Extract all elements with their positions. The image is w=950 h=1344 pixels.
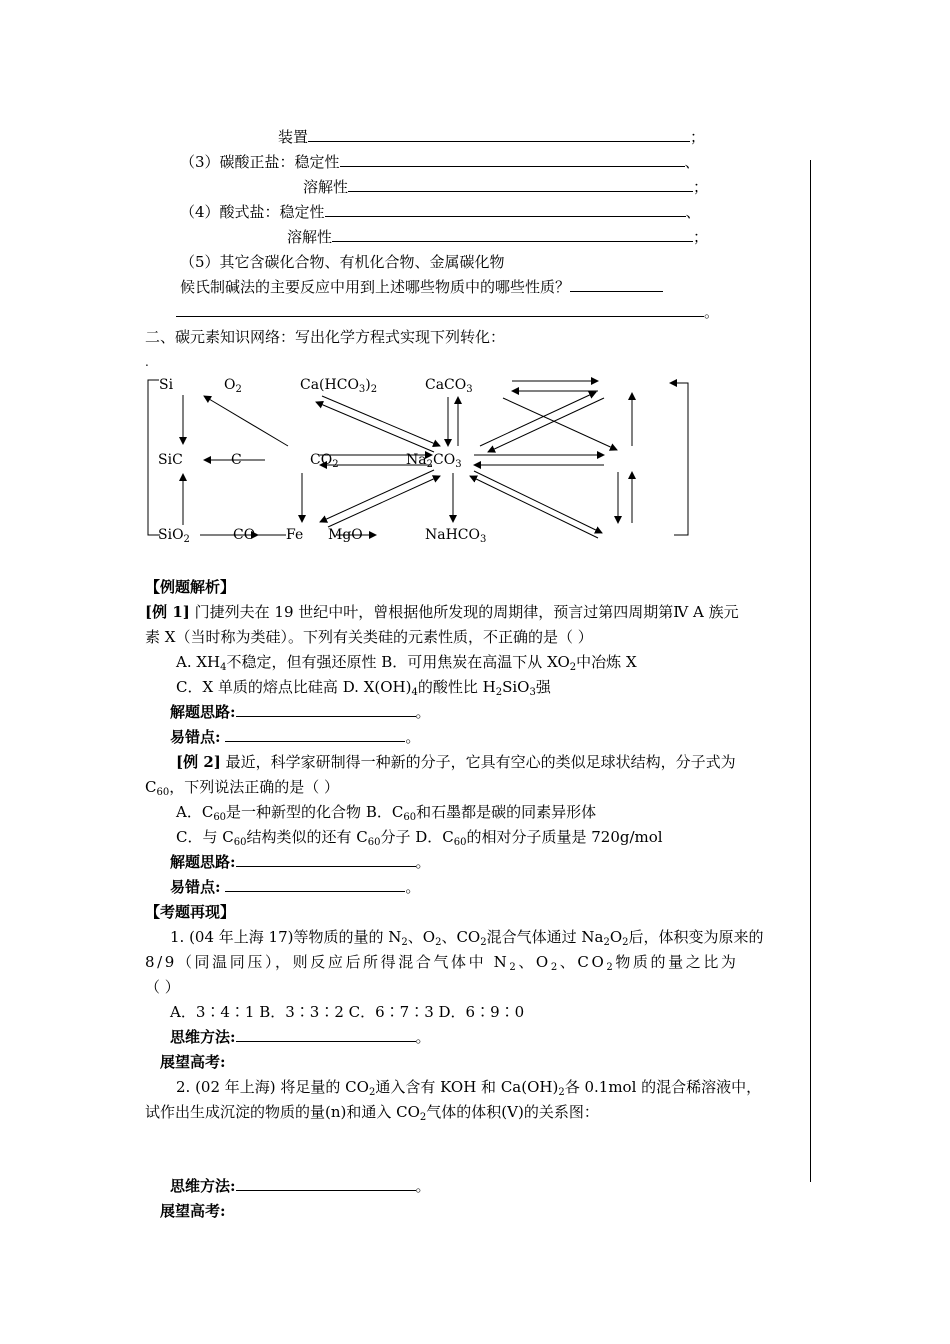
ex2-options-ab: A．$C_{60}$是一种新型的化合物 B．$C_{60}$和石墨都是碳的同素异形体 bbox=[176, 803, 597, 823]
q2-method-row: 思维方法: 。 bbox=[170, 1177, 431, 1195]
item5-row: （5）其它含碳化合物、有机化合物、金属碳化物 bbox=[180, 253, 505, 271]
ex1-options-cd: C．X 单质的熔点比硅高 D. $X(OH)_4$的酸性比 $H_2SiO_3$强 bbox=[176, 678, 551, 698]
q1-line2: 8/9（同温同压），则反应后所得混合气体中 $N_2$、$O_2$、$CO_2$物质的量之比为 bbox=[145, 953, 739, 973]
device-row: 装置 ； bbox=[278, 128, 706, 146]
arrow-na2co3-cahco3 bbox=[316, 402, 434, 452]
question-continuation: 。 bbox=[176, 302, 719, 322]
blank-line[interactable] bbox=[225, 727, 405, 742]
ex2-options-cd: C．与 $C_{60}$结构类似的还有 $C_{60}$分子 D．$C_{60}$的相对分子质量是 720g/mol bbox=[176, 828, 663, 848]
blank-line[interactable] bbox=[236, 1176, 416, 1191]
ex1-line2: 素 X（当时称为类硅）。下列有关类硅的元素性质，不正确的是（ ） bbox=[145, 628, 593, 646]
arrow-co2-o2 bbox=[204, 396, 288, 446]
node-si: Si bbox=[159, 377, 174, 393]
arrow-na2co3-mgo bbox=[320, 470, 434, 522]
blank-line[interactable] bbox=[236, 1027, 416, 1042]
stray-dot: . bbox=[145, 355, 149, 369]
device-label: 装置 bbox=[278, 128, 309, 146]
node-caco3: CaCO$_3$ bbox=[425, 377, 473, 395]
ex2-think-row: 解题思路: 。 bbox=[170, 853, 431, 871]
blank-line[interactable] bbox=[225, 877, 405, 892]
q1-method-row: 思维方法: 。 bbox=[170, 1028, 431, 1046]
blank-line[interactable] bbox=[236, 702, 416, 717]
node-fe: Fe bbox=[286, 527, 304, 543]
node-o2: $O_2$ bbox=[224, 377, 242, 395]
item3-label: （3）碳酸正盐：稳定性 bbox=[180, 153, 340, 171]
item3-row: （3）碳酸正盐：稳定性 、 bbox=[180, 153, 700, 171]
q1-line3: （ ） bbox=[145, 978, 180, 996]
question-text: 候氏制碱法的主要反应中用到上述哪些物质中的哪些性质？ bbox=[180, 278, 571, 296]
margin-rule bbox=[810, 160, 811, 1182]
item4-sub-row: 溶解性 ； bbox=[287, 228, 709, 246]
ex2-error-row: 易错点: 。 bbox=[170, 878, 421, 896]
node-cahco3: $Ca(HCO_3)_2$ bbox=[300, 377, 378, 395]
q2-line2: 试作出生成沉淀的物质的量(n)和通入 $CO_2$气体的体积(V)的关系图： bbox=[145, 1103, 599, 1123]
right-loop-line bbox=[670, 383, 688, 535]
q2-outlook: 展望高考: bbox=[160, 1202, 226, 1220]
node-sio2: SiO$_2$ bbox=[158, 527, 190, 545]
arrow-diag-up1 bbox=[480, 392, 596, 446]
arrow-low-diag2 bbox=[470, 476, 598, 538]
item4-row: （4）酸式盐：稳定性 、 bbox=[180, 203, 701, 221]
ex1-think-row: 解题思路: 。 bbox=[170, 703, 431, 721]
node-mgo: MgO bbox=[328, 527, 363, 543]
item3-sub-row: 溶解性 ； bbox=[303, 178, 709, 196]
q1-options: A．3∶4∶1 B．3∶3∶2 C．6∶7∶3 D．6∶9∶0 bbox=[170, 1003, 525, 1021]
item3-sub-label: 溶解性 bbox=[303, 178, 349, 196]
examples-header: 【例题解析】 bbox=[145, 578, 236, 596]
ex2-line1: [例 2] 最近，科学家研制得一种新的分子，它具有空心的类似足球状结构，分子式为 bbox=[176, 753, 736, 771]
item4-sub-label: 溶解性 bbox=[287, 228, 333, 246]
node-co: CO bbox=[233, 527, 256, 543]
arrow-cahco3-na2co3 bbox=[322, 396, 440, 446]
ex1-line1: [例 1] 门捷列夫在 19 世纪中叶，曾根据他所发现的周期律，预言过第四周期第Ⅳ A 族元 bbox=[145, 603, 739, 621]
node-co2: $CO_2$ bbox=[310, 452, 339, 470]
q1-line1: 1. (04 年上海 17)等物质的量的 $N_2$、$O_2$、$CO_2$混合气体通过 $Na_2O_2$后，体积变为原来的 bbox=[170, 928, 764, 948]
arrow-low-diag1 bbox=[474, 471, 602, 533]
node-nahco3: NaHCO$_3$ bbox=[425, 527, 487, 545]
node-na2co3: $Na_2CO_3$ bbox=[406, 452, 462, 470]
blank-line[interactable] bbox=[236, 852, 416, 867]
q1-outlook: 展望高考: bbox=[160, 1053, 226, 1071]
ex1-error-row: 易错点: 。 bbox=[170, 728, 421, 746]
ex2-line2: $C_{60}$，下列说法正确的是（ ） bbox=[145, 778, 339, 798]
q2-line1: 2. (02 年上海) 将足量的 $CO_2$通入含有 KOH 和 $Ca(OH)_2$各 0.1mol 的混合稀溶液中， bbox=[176, 1078, 762, 1098]
section2-title: 二、碳元素知识网络：写出化学方程式实现下列转化： bbox=[145, 328, 506, 346]
node-c: C bbox=[231, 452, 242, 468]
arrow-diag-up2 bbox=[488, 398, 604, 452]
ex1-options-ab: A. $XH_4$不稳定，但有强还原性 B．可用焦炭在高温下从 $XO_2$中冶炼 X bbox=[176, 653, 637, 673]
arrow-mgo-na2co3 bbox=[328, 476, 440, 527]
arrow-diag-down bbox=[503, 398, 617, 450]
exam-header: 【考题再现】 bbox=[145, 903, 236, 921]
node-sic: SiC bbox=[158, 452, 183, 468]
item4-label: （4）酸式盐：稳定性 bbox=[180, 203, 325, 221]
